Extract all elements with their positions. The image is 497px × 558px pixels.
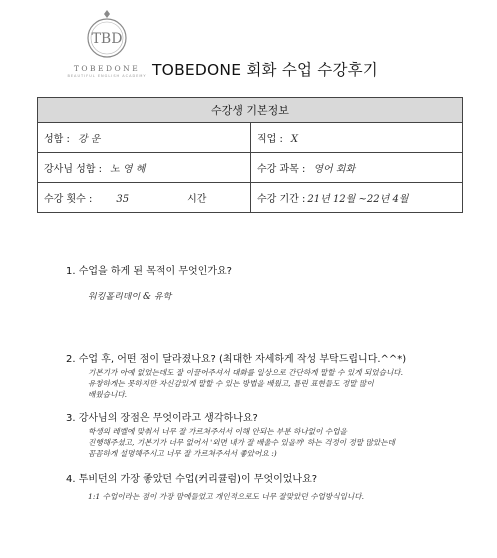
logo-tagline: BEAUTIFUL ENGLISH ACADEMY: [67, 74, 147, 78]
question-4: 4. 투비던의 가장 좋았던 수업(커리큘럼)이 무엇이었나요?: [66, 474, 318, 485]
teacher-label: 강사님 성함 :: [44, 164, 103, 175]
sessions-value: 35: [116, 194, 130, 205]
answer-1-line: 워킹홀리데이 & 유학: [88, 292, 172, 302]
tobedone-logo: [62, 8, 152, 78]
name-value: 강 운: [77, 134, 101, 145]
name-cell: [38, 123, 251, 153]
period-value: 21년 12월 ~22년 4월: [307, 194, 409, 205]
answer-3-line: 꼼꼼하게 설명해주시고 너무 잘 가르쳐주셔서 좋았어요 :): [88, 449, 277, 458]
teacher-value: 노 영 혜: [110, 164, 146, 175]
sessions-unit: 시간: [187, 194, 207, 205]
student-info-table: [37, 97, 463, 213]
question-3: 3. 강사님의 장점은 무엇이라고 생각하나요?: [66, 413, 258, 424]
period-cell: [251, 183, 463, 213]
logo-name: TOBEDONE: [73, 64, 141, 73]
answer-4: [88, 491, 488, 502]
job-label: 직업 :: [257, 134, 283, 145]
subject-label: 수강 과목 :: [257, 164, 306, 175]
page-title: TOBEDONE 회화 수업 수강후기: [152, 61, 378, 79]
info-row-name: [38, 123, 463, 153]
name-label: 성함 :: [44, 134, 70, 145]
answer-3: [88, 426, 488, 459]
subject-cell: [251, 153, 463, 183]
info-row-teacher: [38, 153, 463, 183]
info-row-sessions: [38, 183, 463, 213]
job-cell: [251, 123, 463, 153]
logo-emblem-icon: [85, 8, 129, 60]
answer-1: [88, 292, 488, 303]
answer-2-line: 배웠습니다.: [88, 390, 128, 399]
job-value: X: [290, 134, 298, 145]
logo-monogram: TBD: [91, 31, 123, 47]
answer-2-line: 유창하게는 못하지만 자신감있게 말할 수 있는 방법을 배웠고, 틀린 표현들도 정말 많이: [88, 379, 374, 388]
question-1: 1. 수업을 하게 된 목적이 무엇인가요?: [66, 266, 232, 277]
answer-2: [88, 367, 488, 400]
answer-3-line: 학생의 레벨에 맞춰서 너무 잘 가르쳐주셔서 이해 안되는 부분 하나없이 수업을: [88, 427, 347, 436]
info-table-heading: 수강생 기본정보: [38, 98, 463, 123]
answer-3-line: 진행해주셨고, 기본기가 너무 없어서 '외면 내가 잘 배울수 있을까' 하는 걱정이 정말 많았는데: [88, 438, 395, 447]
sessions-cell: [38, 183, 251, 213]
subject-value: 영어 회화: [313, 164, 356, 175]
answer-2-line: 기본기가 아예 없었는데도 잘 이끌어주셔서 대화를 일상으로 간단하게 말할 수 있게 되었습니다.: [88, 368, 404, 377]
teacher-cell: [38, 153, 251, 183]
period-label: 수강 기간 :: [257, 194, 306, 205]
sessions-label: 수강 횟수 :: [44, 194, 93, 205]
answer-4-line: 1:1 수업이라는 점이 가장 맘에들었고 개인적으로도 너무 잘맞았던 수업방식입니다.: [88, 492, 365, 501]
question-2: 2. 수업 후, 어떤 점이 달라졌나요? (최대한 자세하게 작성 부탁드립니다.^^*): [66, 354, 407, 365]
